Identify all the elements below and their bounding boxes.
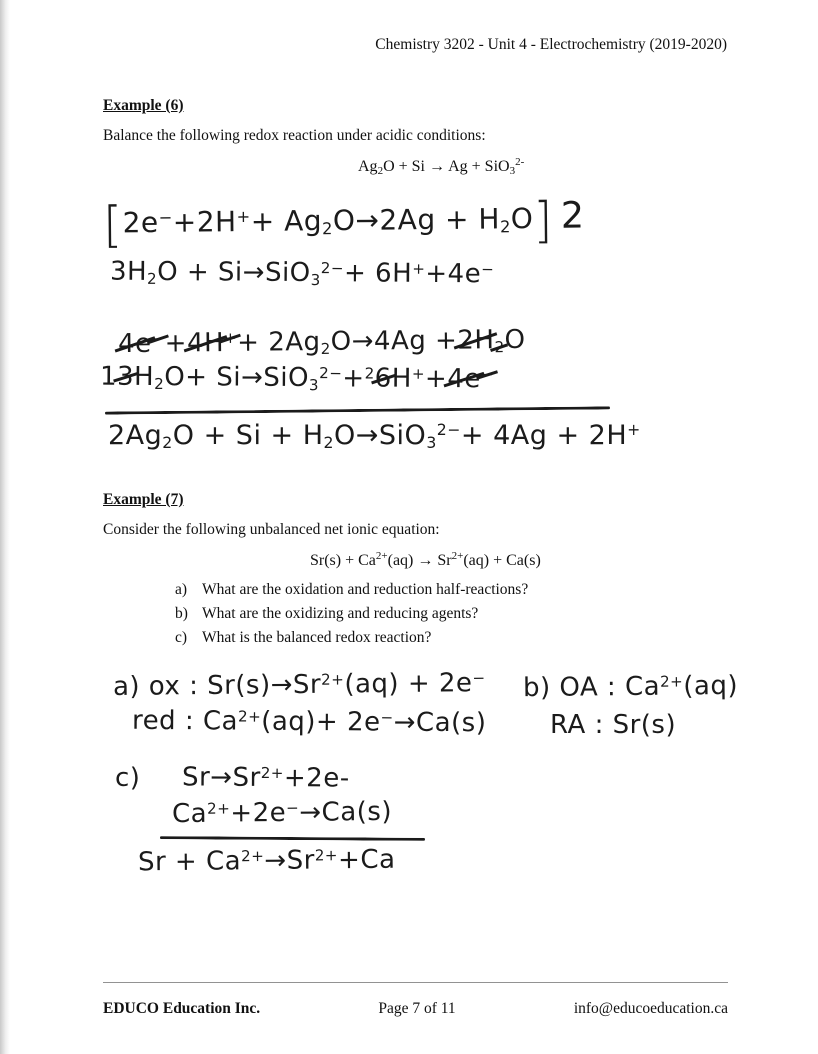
equation-segment: O + Si + H bbox=[172, 420, 324, 451]
equation-segment: SiO bbox=[378, 420, 427, 451]
equation-segment: 2+ bbox=[260, 763, 285, 782]
equation-segment: Sr bbox=[232, 762, 261, 793]
equation-segment: 3H bbox=[109, 256, 148, 287]
equation-segment: ] bbox=[533, 191, 554, 249]
equation-segment: 2- bbox=[515, 156, 525, 168]
equation-segment: 2+ bbox=[659, 672, 684, 691]
hw-answer-c-rule-line bbox=[160, 836, 425, 841]
equation-segment: 2Ag bbox=[108, 420, 163, 451]
question-list bbox=[175, 581, 528, 653]
equation-segment: 2 bbox=[560, 193, 585, 237]
equation-segment: Sr bbox=[433, 552, 452, 569]
example6-title: Example (6) bbox=[103, 97, 184, 114]
equation-segment: 3 bbox=[310, 270, 321, 289]
equation-segment: 2+ bbox=[321, 670, 345, 689]
equation-segment: O bbox=[330, 326, 352, 357]
equation-segment: 4Ag + bbox=[373, 325, 458, 357]
equation-segment: [ bbox=[102, 196, 123, 254]
hw-sum-rule-line bbox=[105, 406, 610, 414]
equation-segment: → bbox=[355, 203, 380, 237]
equation-segment: (aq) + 2e bbox=[344, 668, 473, 700]
equation-segment: 3 bbox=[116, 361, 135, 392]
equation-segment: 1 bbox=[99, 361, 118, 392]
equation-segment: − bbox=[151, 329, 165, 348]
equation-segment: → bbox=[264, 845, 287, 877]
equation-segment: → bbox=[417, 552, 434, 569]
equation-segment: + 4Ag + 2H bbox=[460, 420, 628, 451]
equation-segment: (aq) bbox=[683, 670, 739, 702]
equation-segment: + bbox=[342, 363, 365, 394]
equation-segment: 2e bbox=[122, 205, 159, 240]
question-b bbox=[175, 605, 528, 623]
equation-segment: + bbox=[627, 420, 641, 440]
equation-segment: 2− bbox=[436, 420, 461, 440]
equation-segment: +Ca bbox=[337, 844, 396, 876]
hw-balanced-result bbox=[108, 420, 641, 452]
equation-segment: − bbox=[158, 207, 173, 228]
equation-segment: − bbox=[286, 798, 300, 817]
equation-segment: → bbox=[428, 158, 445, 175]
footer bbox=[103, 1000, 728, 1018]
page-edge-shadow bbox=[0, 0, 10, 1054]
footer-page-number: Page 7 of 11 bbox=[378, 1000, 456, 1017]
equation-segment: 2+ bbox=[240, 846, 265, 865]
question-a-label: a) bbox=[175, 581, 188, 598]
equation-segment: 2Ag + H bbox=[379, 202, 501, 237]
equation-segment: +2H bbox=[172, 205, 237, 239]
equation-segment: → bbox=[299, 797, 322, 828]
header-title: Chemistry 3202 - Unit 4 - Electrochemistry (2019-2020) bbox=[375, 36, 727, 53]
equation-segment: (aq) + Ca(s) bbox=[463, 552, 541, 569]
equation-segment: 3 bbox=[308, 375, 320, 394]
equation-segment: 2H bbox=[457, 325, 495, 356]
equation-segment: 2 bbox=[499, 217, 511, 237]
equation-segment: + bbox=[164, 328, 188, 359]
equation-segment: +2e- bbox=[283, 763, 350, 794]
question-c-label: c) bbox=[175, 629, 188, 646]
equation-segment: → bbox=[210, 762, 233, 793]
equation-segment: 2+ bbox=[451, 550, 464, 562]
equation-segment: Ag bbox=[358, 158, 378, 175]
equation-segment: − bbox=[380, 708, 394, 727]
equation-segment: 2− bbox=[319, 363, 343, 383]
equation-segment: 2 bbox=[154, 374, 165, 393]
hw-answer-c-label: c) bbox=[115, 763, 141, 793]
equation-segment: 2+ bbox=[375, 550, 388, 562]
equation-segment: 4H bbox=[186, 328, 225, 359]
equation-segment: 6 bbox=[374, 363, 392, 394]
equation-segment: (aq) bbox=[387, 552, 418, 569]
equation-segment: → bbox=[270, 670, 294, 701]
equation-segment: 2 bbox=[322, 219, 334, 239]
equation-segment: → bbox=[355, 420, 379, 451]
equation-segment: 2 bbox=[377, 165, 384, 177]
equation-segment: H bbox=[133, 361, 155, 393]
equation-segment: Ca(s) bbox=[321, 796, 393, 828]
hw-answer-b-reducing-agent bbox=[550, 710, 676, 740]
equation-segment: Sr + Ca bbox=[137, 846, 242, 878]
question-b-text: What are the oxidizing and reducing agents? bbox=[202, 605, 479, 622]
example7-prompt: Consider the following unbalanced net ionic equation: bbox=[103, 521, 440, 538]
example6-equation bbox=[358, 156, 524, 177]
equation-segment: O bbox=[332, 203, 356, 238]
question-a-text: What are the oxidation and reduction half-reactions? bbox=[202, 581, 529, 598]
question-a bbox=[175, 581, 528, 599]
equation-segment: SiO bbox=[263, 362, 310, 394]
equation-segment: a) ox : Sr(s) bbox=[112, 670, 271, 702]
equation-segment: Sr bbox=[292, 669, 322, 701]
equation-segment: → bbox=[351, 326, 375, 357]
equation-segment: + bbox=[412, 259, 426, 278]
footer-company: EDUCO Education Inc. bbox=[103, 1000, 261, 1017]
equation-segment: 3 bbox=[426, 432, 437, 452]
equation-segment: 2+ bbox=[237, 707, 262, 726]
equation-segment: − bbox=[481, 259, 495, 279]
equation-segment: red : Ca bbox=[131, 705, 239, 737]
equation-segment: H bbox=[391, 363, 412, 394]
footer-email: info@educoeducation.ca bbox=[573, 1000, 728, 1017]
equation-segment: O + Si bbox=[383, 158, 429, 175]
equation-segment: 2 bbox=[494, 337, 505, 356]
equation-segment: (aq)+ 2e bbox=[261, 706, 381, 738]
equation-segment: → bbox=[393, 707, 417, 738]
equation-segment: 2+ bbox=[314, 845, 339, 865]
question-b-label: b) bbox=[175, 605, 188, 622]
equation-segment: Ca(s) bbox=[415, 707, 487, 739]
hw-combined-line2 bbox=[100, 362, 494, 396]
equation-segment: SiO bbox=[264, 257, 311, 289]
question-c-text: What is the balanced redox reaction? bbox=[202, 629, 432, 646]
question-c bbox=[175, 629, 528, 647]
equation-segment: +4e bbox=[425, 258, 482, 290]
equation-segment: 2− bbox=[320, 258, 345, 278]
equation-segment: O+ Si bbox=[164, 362, 242, 393]
equation-segment: +2e bbox=[230, 797, 287, 829]
equation-segment: + Ag bbox=[250, 204, 323, 238]
equation-segment: + bbox=[424, 363, 448, 395]
equation-segment: Sr bbox=[286, 845, 315, 876]
equation-segment: 2 bbox=[162, 432, 173, 452]
equation-segment: 2+ bbox=[206, 799, 231, 818]
equation-segment: Ag + SiO bbox=[444, 158, 510, 175]
hw-halfreaction-oxidation bbox=[110, 257, 495, 290]
equation-segment: b) OA : Ca bbox=[522, 671, 661, 704]
equation-segment: + bbox=[223, 328, 238, 347]
hw-answer-c-line1 bbox=[182, 762, 350, 793]
equation-segment: 4e bbox=[117, 328, 152, 360]
hw-answer-a-oxidation bbox=[113, 668, 486, 702]
equation-segment: Ca bbox=[171, 798, 208, 830]
equation-segment: O bbox=[510, 202, 534, 236]
equation-segment: → bbox=[242, 257, 266, 288]
equation-segment: Sr(s) + Ca bbox=[310, 552, 376, 569]
equation-segment: 2 bbox=[146, 269, 158, 288]
hw-answer-b-oxidizing-agent bbox=[523, 671, 738, 703]
hw-combined-line1 bbox=[118, 325, 526, 360]
hw-halfreaction-reduction bbox=[102, 191, 585, 254]
hw-answer-c-line2 bbox=[172, 797, 392, 829]
equation-segment: 3 bbox=[509, 165, 516, 177]
equation-segment: Sr bbox=[181, 762, 211, 793]
example6-prompt: Balance the following redox reaction under acidic conditions: bbox=[103, 127, 486, 144]
equation-segment: + bbox=[236, 207, 251, 227]
example7-equation bbox=[310, 550, 541, 570]
equation-segment: − bbox=[472, 668, 486, 687]
equation-segment: + bbox=[411, 364, 426, 383]
equation-segment: + 6H bbox=[343, 258, 413, 289]
example7-title: Example (7) bbox=[103, 491, 184, 508]
equation-segment: 2 bbox=[320, 339, 331, 358]
equation-segment: + 2Ag bbox=[237, 327, 321, 358]
equation-segment: 2 bbox=[323, 432, 335, 452]
equation-segment: O + Si bbox=[157, 256, 243, 288]
equation-segment: − bbox=[480, 365, 495, 384]
hw-answer-c-result bbox=[138, 845, 396, 878]
hw-answer-a-reduction bbox=[132, 706, 487, 738]
equation-segment: 2 bbox=[364, 364, 375, 383]
footer-divider bbox=[103, 982, 728, 983]
equation-segment: O bbox=[334, 420, 356, 451]
equation-segment: 4e bbox=[447, 364, 481, 395]
equation-segment: RA : Sr(s) bbox=[550, 710, 677, 740]
equation-segment: O bbox=[504, 324, 526, 356]
equation-segment: → bbox=[240, 362, 264, 393]
